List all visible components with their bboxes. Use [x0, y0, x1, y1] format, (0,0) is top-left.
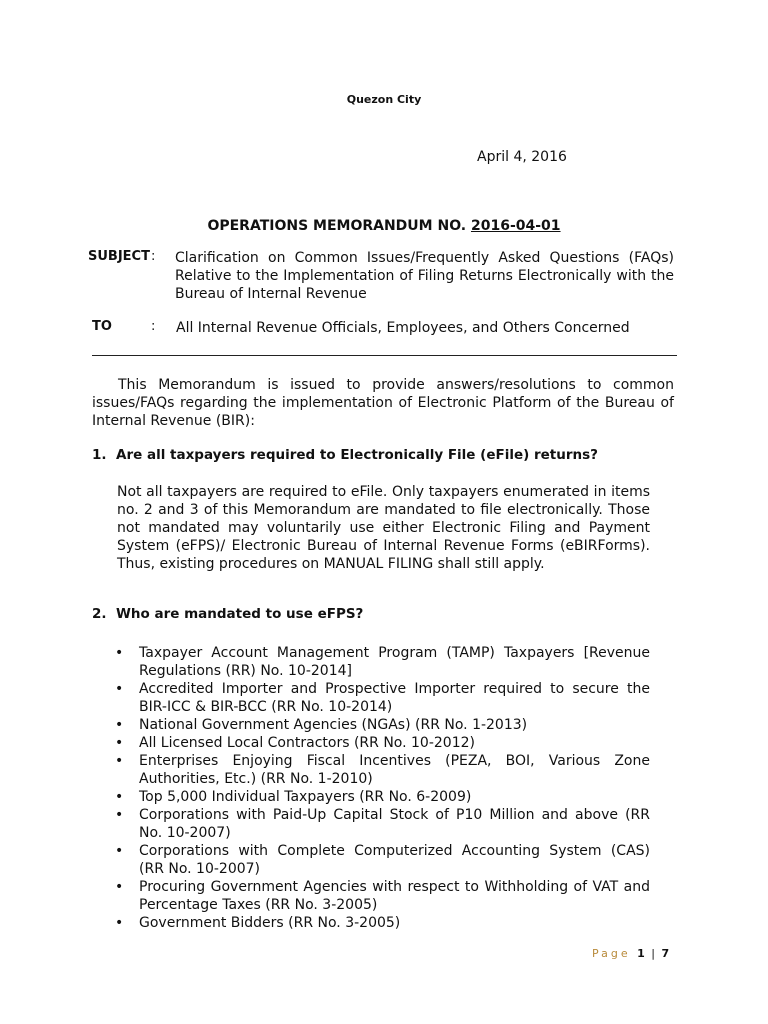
page-word: Page — [592, 947, 631, 960]
bullet-icon: • — [115, 843, 124, 859]
bullet-icon: • — [115, 735, 124, 751]
bullet-icon: • — [115, 879, 124, 895]
list-item-text: Corporations with Complete Computerized Accounting System (CAS) (RR No. 10-2007) — [139, 843, 650, 877]
memo-title-label: OPERATIONS MEMORANDUM NO. — [207, 218, 467, 234]
question-2-heading — [92, 606, 363, 622]
memo-number: 2016-04-01 — [470, 218, 561, 234]
subject-colon: : — [151, 249, 156, 264]
bullet-icon: • — [115, 681, 124, 697]
question-1-text: Are all taxpayers required to Electronically File (eFile) returns? — [116, 447, 598, 463]
list-item — [115, 644, 650, 680]
list-item — [115, 878, 650, 914]
list-item-text: Enterprises Enjoying Fiscal Incentives (PEZA, BOI, Various Zone Authorities, Etc.) (RR No. 1-2010) — [139, 753, 650, 787]
list-item-text: All Licensed Local Contractors (RR No. 10-2012) — [139, 735, 475, 751]
efps-mandated-list — [115, 644, 650, 932]
issuing-city: Quezon City — [346, 93, 422, 106]
question-1-heading — [92, 447, 598, 463]
list-item-text: Procuring Government Agencies with respect to Withholding of VAT and Percentage Taxes (RR No. 3-2005) — [139, 879, 650, 913]
to-colon: : — [151, 319, 156, 334]
list-item-text: Government Bidders (RR No. 3-2005) — [139, 915, 401, 931]
question-2-number: 2. — [92, 606, 107, 622]
bullet-icon: • — [115, 717, 124, 733]
header-divider — [92, 355, 677, 356]
memo-date: April 4, 2016 — [477, 149, 567, 165]
list-item-text: National Government Agencies (NGAs) (RR No. 1-2013) — [139, 717, 528, 733]
list-item — [115, 806, 650, 842]
question-1-number: 1. — [92, 447, 107, 463]
list-item-text: Corporations with Paid-Up Capital Stock of P10 Million and above (RR No. 10-2007) — [139, 807, 650, 841]
bullet-icon: • — [115, 915, 124, 931]
list-item — [115, 734, 650, 752]
page-separator: | — [651, 947, 656, 960]
total-pages: 7 — [661, 947, 670, 960]
list-item — [115, 788, 650, 806]
list-item — [115, 752, 650, 788]
list-item — [115, 680, 650, 716]
list-item-text: Accredited Importer and Prospective Importer required to secure the BIR-ICC & BIR-BCC (RR No. 10-2014) — [139, 681, 650, 715]
list-item — [115, 716, 650, 734]
list-item — [115, 842, 650, 878]
memo-title — [0, 218, 768, 234]
bullet-icon: • — [115, 645, 124, 661]
page-number: 1 — [637, 947, 645, 960]
bullet-icon: • — [115, 753, 124, 769]
bullet-icon: • — [115, 807, 124, 823]
intro-paragraph: This Memorandum is issued to provide answers/resolutions to common issues/FAQs regarding the implementation of Electronic Platform of the Bureau of Internal Revenue (BIR): — [92, 377, 674, 429]
bullet-icon: • — [115, 789, 124, 805]
subject-label: SUBJECT — [88, 249, 150, 264]
list-item-text: Taxpayer Account Management Program (TAMP) Taxpayers [Revenue Regulations (RR) No. 10-2014] — [139, 645, 650, 679]
to-text: All Internal Revenue Officials, Employees, and Others Concerned — [176, 320, 630, 336]
list-item-text: Top 5,000 Individual Taxpayers (RR No. 6-2009) — [139, 789, 472, 805]
question-1-answer: Not all taxpayers are required to eFile. Only taxpayers enumerated in items no. 2 and 3 of this Memorandum are mandated to file electronically. Those not mandated may voluntarily use either Electronic Filing and Payment System (eFPS)/ Electronic Bureau of Internal Revenue Forms (eBIRForms). Thus, existing procedures on MANUAL FILING shall still apply. — [117, 484, 650, 572]
to-label: TO — [92, 319, 112, 334]
subject-text: Clarification on Common Issues/Frequently Asked Questions (FAQs) Relative to the Implementation of Filing Returns Electronically with the Bureau of Internal Revenue — [175, 250, 674, 302]
list-item — [115, 914, 650, 932]
question-2-text: Who are mandated to use eFPS? — [116, 606, 364, 622]
page-footer — [592, 947, 669, 960]
